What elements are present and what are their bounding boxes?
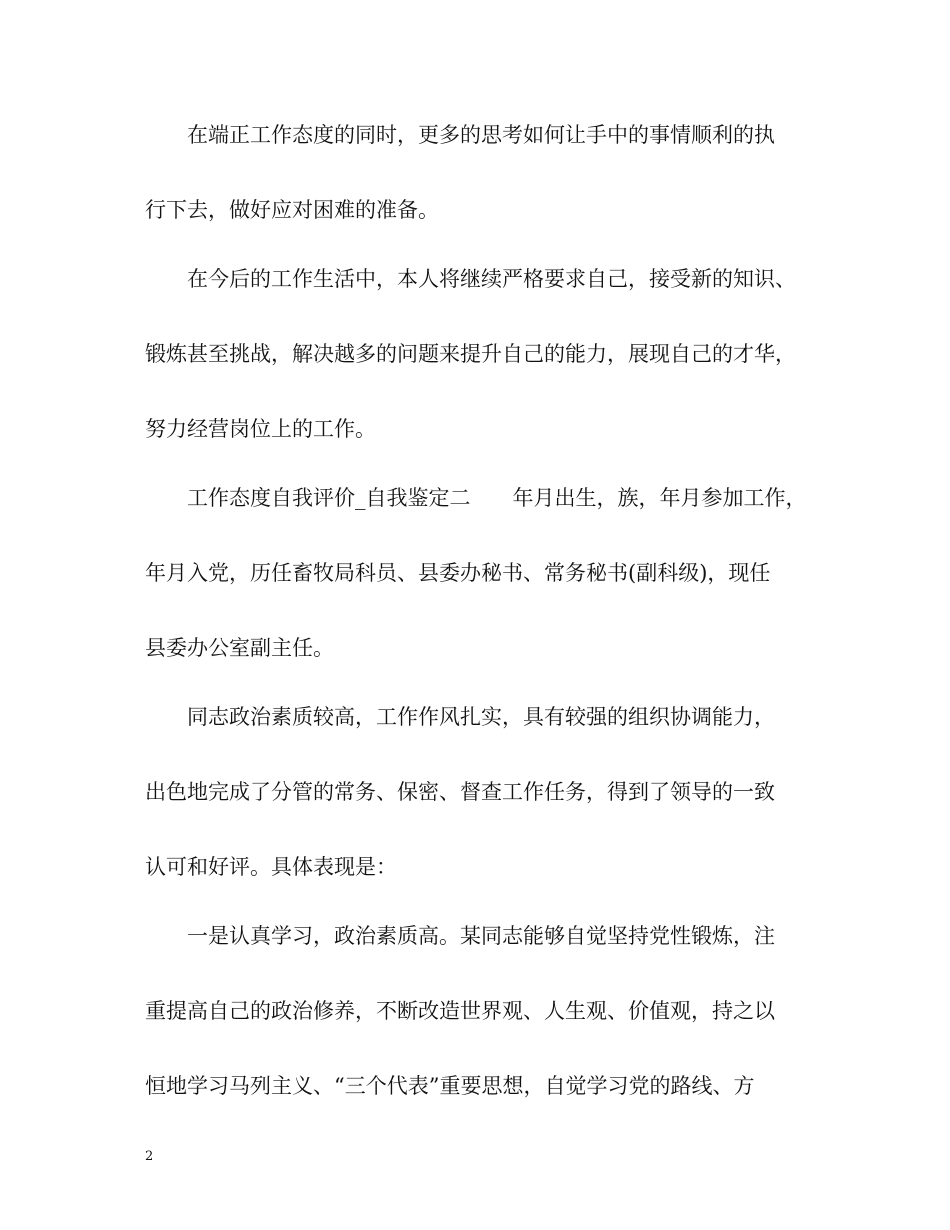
text-line: 行下去，做好应对困难的准备。 <box>145 198 439 222</box>
text-line: 出色地完成了分管的常务、保密、督查工作任务，得到了领导的一致 <box>145 780 775 804</box>
text-line: 县委办公室副主任。 <box>145 636 334 660</box>
text-line: 在今后的工作生活中，本人将继续严格要求自己，接受新的知识、 <box>187 267 796 291</box>
text-line: 认可和好评。具体表现是： <box>145 855 397 879</box>
text-line: 恒地学习马列主义、“三个代表”重要思想，自觉学习党的路线、方 <box>145 1074 755 1098</box>
body-text <box>145 123 815 1098</box>
text-line: 年月入党，历任畜牧局科员、县委办秘书、常务秘书(副科级)，现任 <box>145 561 771 585</box>
text-line: 锻炼甚至挑战，解决越多的问题来提升自己的能力，展现自己的才华， <box>145 342 796 366</box>
text-line: 努力经营岗位上的工作。 <box>145 417 376 441</box>
text-line: 在端正工作态度的同时，更多的思考如何让手中的事情顺利的执 <box>187 123 775 147</box>
text-line: 重提高自己的政治修养，不断改造世界观、人生观、价值观，持之以 <box>145 999 775 1023</box>
text-line: 同志政治素质较高，工作作风扎实，具有较强的组织协调能力， <box>187 705 775 729</box>
text-line: 一是认真学习，政治素质高。某同志能够自觉坚持党性锻炼，注 <box>187 924 775 948</box>
text-line: 工作态度自我评价_自我鉴定二 年月出生，族，年月参加工作， <box>187 486 807 510</box>
page-number: 2 <box>145 1149 154 1164</box>
